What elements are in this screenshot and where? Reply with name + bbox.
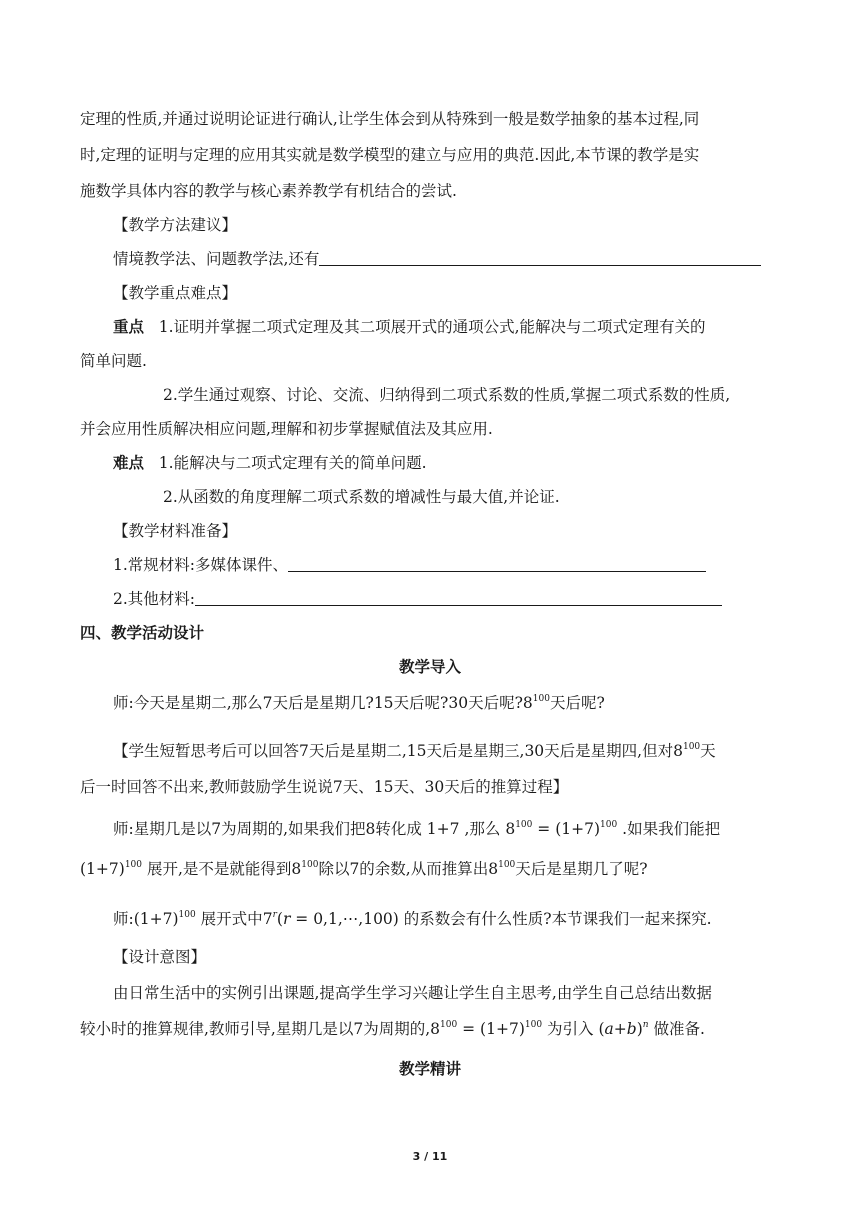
student-answer-line-1: 【学生短暂思考后可以回答7天后是星期二,15天后是星期三,30天后是星期四,但对$8^{100}$天 <box>113 742 716 760</box>
page-number: 3 / 11 <box>412 1150 448 1163</box>
intro-title: 教学导入 <box>398 657 461 676</box>
design-text-2b: 为引入 <box>547 1020 594 1038</box>
teacher-text-3c: 的系数会有什么性质?本节课我们一起来探究. <box>403 910 712 928</box>
design-text-2a: 较小时的推算规律,教师引导,星期几是以7为周期的, <box>80 1020 431 1038</box>
teacher-text-1a: 师:星期几是以7为周期的,如果我们把8转化成 <box>113 820 422 838</box>
teacher-text-3a: 师: <box>113 910 134 928</box>
teacher-line-3: 师$:(1+7)^{100}$ 展开式中$7^r(r$ = 0,1,⋯,100) 的系数会有什么性质?本节课我们一起来探究. <box>113 910 712 928</box>
difficulty-text-2: 2.从函数的角度理解二项式系数的增减性与最大值,并论证. <box>163 488 560 506</box>
teacher-text-2b: 除以7的余数,从而推算出 <box>318 860 489 878</box>
section-title-4: 四、教学活动设计 <box>80 623 205 642</box>
focus-text-1a: 1.证明并掌握二项式定理及其二项展开式的通项公式,能解决与二项式定理有关的 <box>158 318 706 336</box>
difficulty-text-1: 1.能解决与二项式定理有关的简单问题. <box>158 454 427 472</box>
paragraph-line: 施数学具体内容的教学与核心素养教学有机结合的尝试. <box>80 182 457 200</box>
section-heading-method: 【教学方法建议】 <box>113 216 238 234</box>
student-answer-1-tail: 天 <box>700 742 716 760</box>
intro-question: 师:今天是星期二,那么7天后是星期几?15天后呢?30天后呢? <box>113 694 523 712</box>
design-heading: 【设计意图】 <box>113 948 207 966</box>
lecture-title: 教学精讲 <box>398 1059 461 1078</box>
student-answer-2: 后一时回答不出来,教师鼓励学生说说7天、15天、30天后的推算过程】 <box>80 778 569 796</box>
materials-line-1 <box>113 554 823 576</box>
intro-question-line: 师:今天是星期二,那么7天后是星期几?15天后呢?30天后呢$?8^{100}$天后呢? <box>113 694 605 712</box>
materials-line-2 <box>113 588 823 610</box>
section-heading-materials: 【教学材料准备】 <box>113 522 238 540</box>
focus-label: 重点 <box>113 317 145 336</box>
teacher-text-2c: 天后是星期几了呢? <box>515 860 648 878</box>
paragraph-line: 时,定理的证明与定理的应用其实就是数学模型的建立与应用的典范.因此,本节课的教学是实 <box>80 146 700 164</box>
method-text: 情境教学法、问题教学法,还有 <box>113 250 320 268</box>
method-line <box>113 248 823 270</box>
fill-blank <box>288 555 706 572</box>
focus-text-1b: 简单问题. <box>80 352 147 370</box>
focus-line-1 <box>113 316 823 338</box>
focus-text-2b: 并会应用性质解决相应问题,理解和初步掌握赋值法及其应用. <box>80 420 493 438</box>
teacher-text-2a: 展开,是不是就能得到 <box>146 860 292 878</box>
teacher-text-1b: ,那么 <box>464 820 501 838</box>
design-line-2: 较小时的推算规律,教师引导,星期几是以7为周期的$,8^{100} = (1+7)^{100}$ 为引入 $(a+b)^n$ 做准备. <box>80 1020 705 1038</box>
teacher-line-2: $(1+7)^{100}$ 展开,是不是就能得到$8^{100}$除以7的余数,从而推算出$8^{100}$天后是星期几了呢? <box>80 860 648 878</box>
difficulty-line-1 <box>113 452 823 474</box>
teacher-text-1c: .如果我们能把 <box>622 820 721 838</box>
teacher-text-3b: 展开式中 <box>200 910 263 928</box>
fill-blank <box>319 249 761 266</box>
fill-blank <box>195 589 722 606</box>
materials-text-2: 2.其他材料: <box>113 590 196 608</box>
intro-question-tail: 天后呢? <box>549 694 605 712</box>
design-text-1: 由日常生活中的实例引出课题,提高学生学习兴趣让学生自主思考,由学生自己总结出数据 <box>113 984 712 1002</box>
materials-text-1: 1.常规材料:多媒体课件、 <box>113 556 289 574</box>
teacher-line-1: 师:星期几是以7为周期的,如果我们把8转化成 1+7 ,那么 $8^{100} = (1+7)^{100}$ .如果我们能把 <box>113 820 721 838</box>
student-answer-1: 【学生短暂思考后可以回答7天后是星期二,15天后是星期三,30天后是星期四,但对 <box>113 742 674 760</box>
design-text-2c: 做准备. <box>653 1020 705 1038</box>
difficulty-label: 难点 <box>113 453 145 472</box>
focus-text-2a: 2.学生通过观察、讨论、交流、归纳得到二项式系数的性质,掌握二项式系数的性质, <box>163 386 731 404</box>
paragraph-line: 定理的性质,并通过说明论证进行确认,让学生体会到从特殊到一般是数学抽象的基本过程,同 <box>80 110 700 128</box>
section-heading-key: 【教学重点难点】 <box>113 284 238 302</box>
